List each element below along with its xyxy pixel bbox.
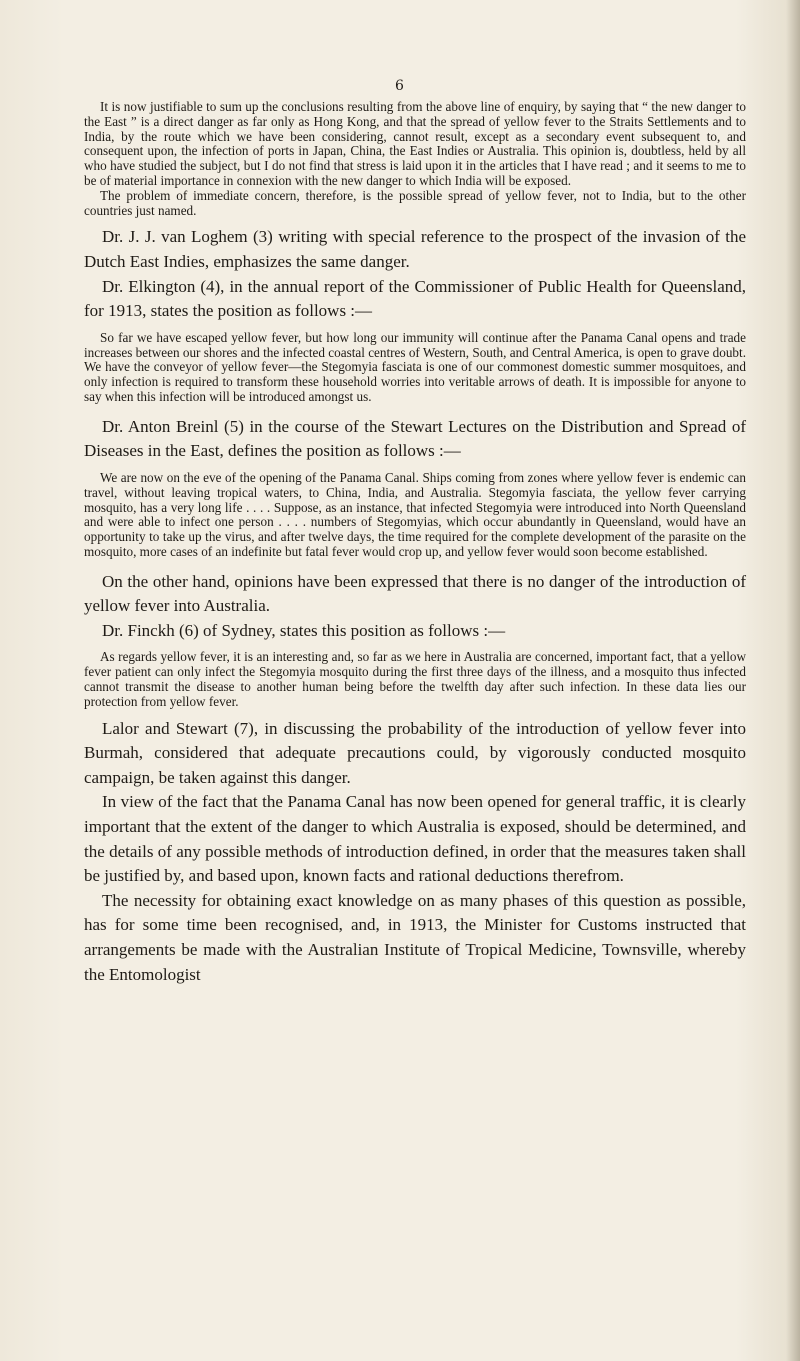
paragraph-necessity: The necessity for obtaining exact knowledge on as many phases of this question as possible, has for some time been recognised, and, in 1913, the Minister for Customs instructed that arrangements be made with the Australian Institute of Tropical Medicine, Townsville, whereby the Entomologist <box>84 890 746 984</box>
paragraph-opposing-opinions: On the other hand, opinions have been expressed that there is no danger of the introduction of yellow fever into Australia. <box>84 571 746 616</box>
paragraph-lalor-stewart: Lalor and Stewart (7), in discussing the probability of the introduction of yellow fever into Burmah, considered that adequate precautions could, by vigorously conducted mosquito campaign, be taken against this danger. <box>84 718 746 787</box>
paragraph-finckh: Dr. Finckh (6) of Sydney, states this position as follows :— <box>102 620 506 640</box>
page-body <box>84 100 746 987</box>
quote-elkington: So far we have escaped yellow fever, but how long our immunity will continue after the Panama Canal opens and trade increases between our shores and the infected coastal centres of Western, South, and Central America, is open to grave doubt. We have the conveyor of yellow fever—the Stegomyia fasciata is one of our commonest domestic summer mosquitoes, and only infection is required to transform these household worries into veritable arrows of death. It is impossible for anyone to say when this infection will be introduced amongst us. <box>84 329 746 404</box>
paragraph-breinl: Dr. Anton Breinl (5) in the course of the Stewart Lectures on the Distribution and Spread of Diseases in the East, defines the position as follows :— <box>84 416 746 461</box>
paragraph-conclusions: It is now justifiable to sum up the conclusions resulting from the above line of enquiry, by saying that “ the new danger to the East ” is a direct danger as far only as Hong Kong, and that the spread of yellow fever to the Straits Settlements and to India, by the route which we have been considering, cannot result, except as a secondary event subsequent to, and consequent upon, the infection of ports in Japan, China, the East Indies or Australia. This opinion is, doubtless, held by all who have studied the subject, but I do not find that stress is laid upon it in the articles that I have read ; and it seems to me to be of material importance in connexion with the new danger to which India will be exposed. <box>84 99 746 188</box>
paragraph-panama-canal: In view of the fact that the Panama Canal has now been opened for general traffic, it is clearly important that the extent of the danger to which Australia is exposed, should be determined, and the details of any possible methods of introduction defined, in order that the measures taken shall be justified by, and based upon, known facts and rational deductions therefrom. <box>84 792 746 886</box>
paragraph-immediate-concern: The problem of immediate concern, therefore, is the possible spread of yellow fever, not to India, but to the other countries just named. <box>84 187 746 218</box>
page-number: 6 <box>395 78 405 94</box>
quote-finckh: As regards yellow fever, it is an interesting and, so far as we here in Australia are concerned, important fact, that a yellow fever patient can only infect the Stegomyia mosquito during the first three days of the illness, and a mosquito thus infected cannot transmit the disease to another human being before the twelfth day after such infection. In these data lies our protection from yellow fever. <box>84 649 746 709</box>
quote-breinl: We are now on the eve of the opening of the Panama Canal. Ships coming from zones where yellow fever is endemic can travel, without leaving tropical waters, to China, India, and Australia. Stegomyia fasciata, the yellow fever carrying mosquito, has a very long life . . . . Suppose, as an instance, that infected Stegomyia were introduced into North Queensland and were able to infect one person . . . . numbers of Stegomyias, which occur abundantly in Queensland, would have an opportunity to take up the virus, and after twelve days, the time required for the complete development of the parasite on the mosquito, more cases of an indefinite but fatal fever would crop up, and yellow fever would soon become established. <box>84 469 746 559</box>
page-edge-shadow <box>786 0 800 1361</box>
paragraph-elkington: Dr. Elkington (4), in the annual report of the Commissioner of Public Health for Queensland, for 1913, states the position as follows :— <box>84 276 746 321</box>
paragraph-van-loghem: Dr. J. J. van Loghem (3) writing with special reference to the prospect of the invasion of the Dutch East Indies, emphasizes the same danger. <box>84 227 746 271</box>
